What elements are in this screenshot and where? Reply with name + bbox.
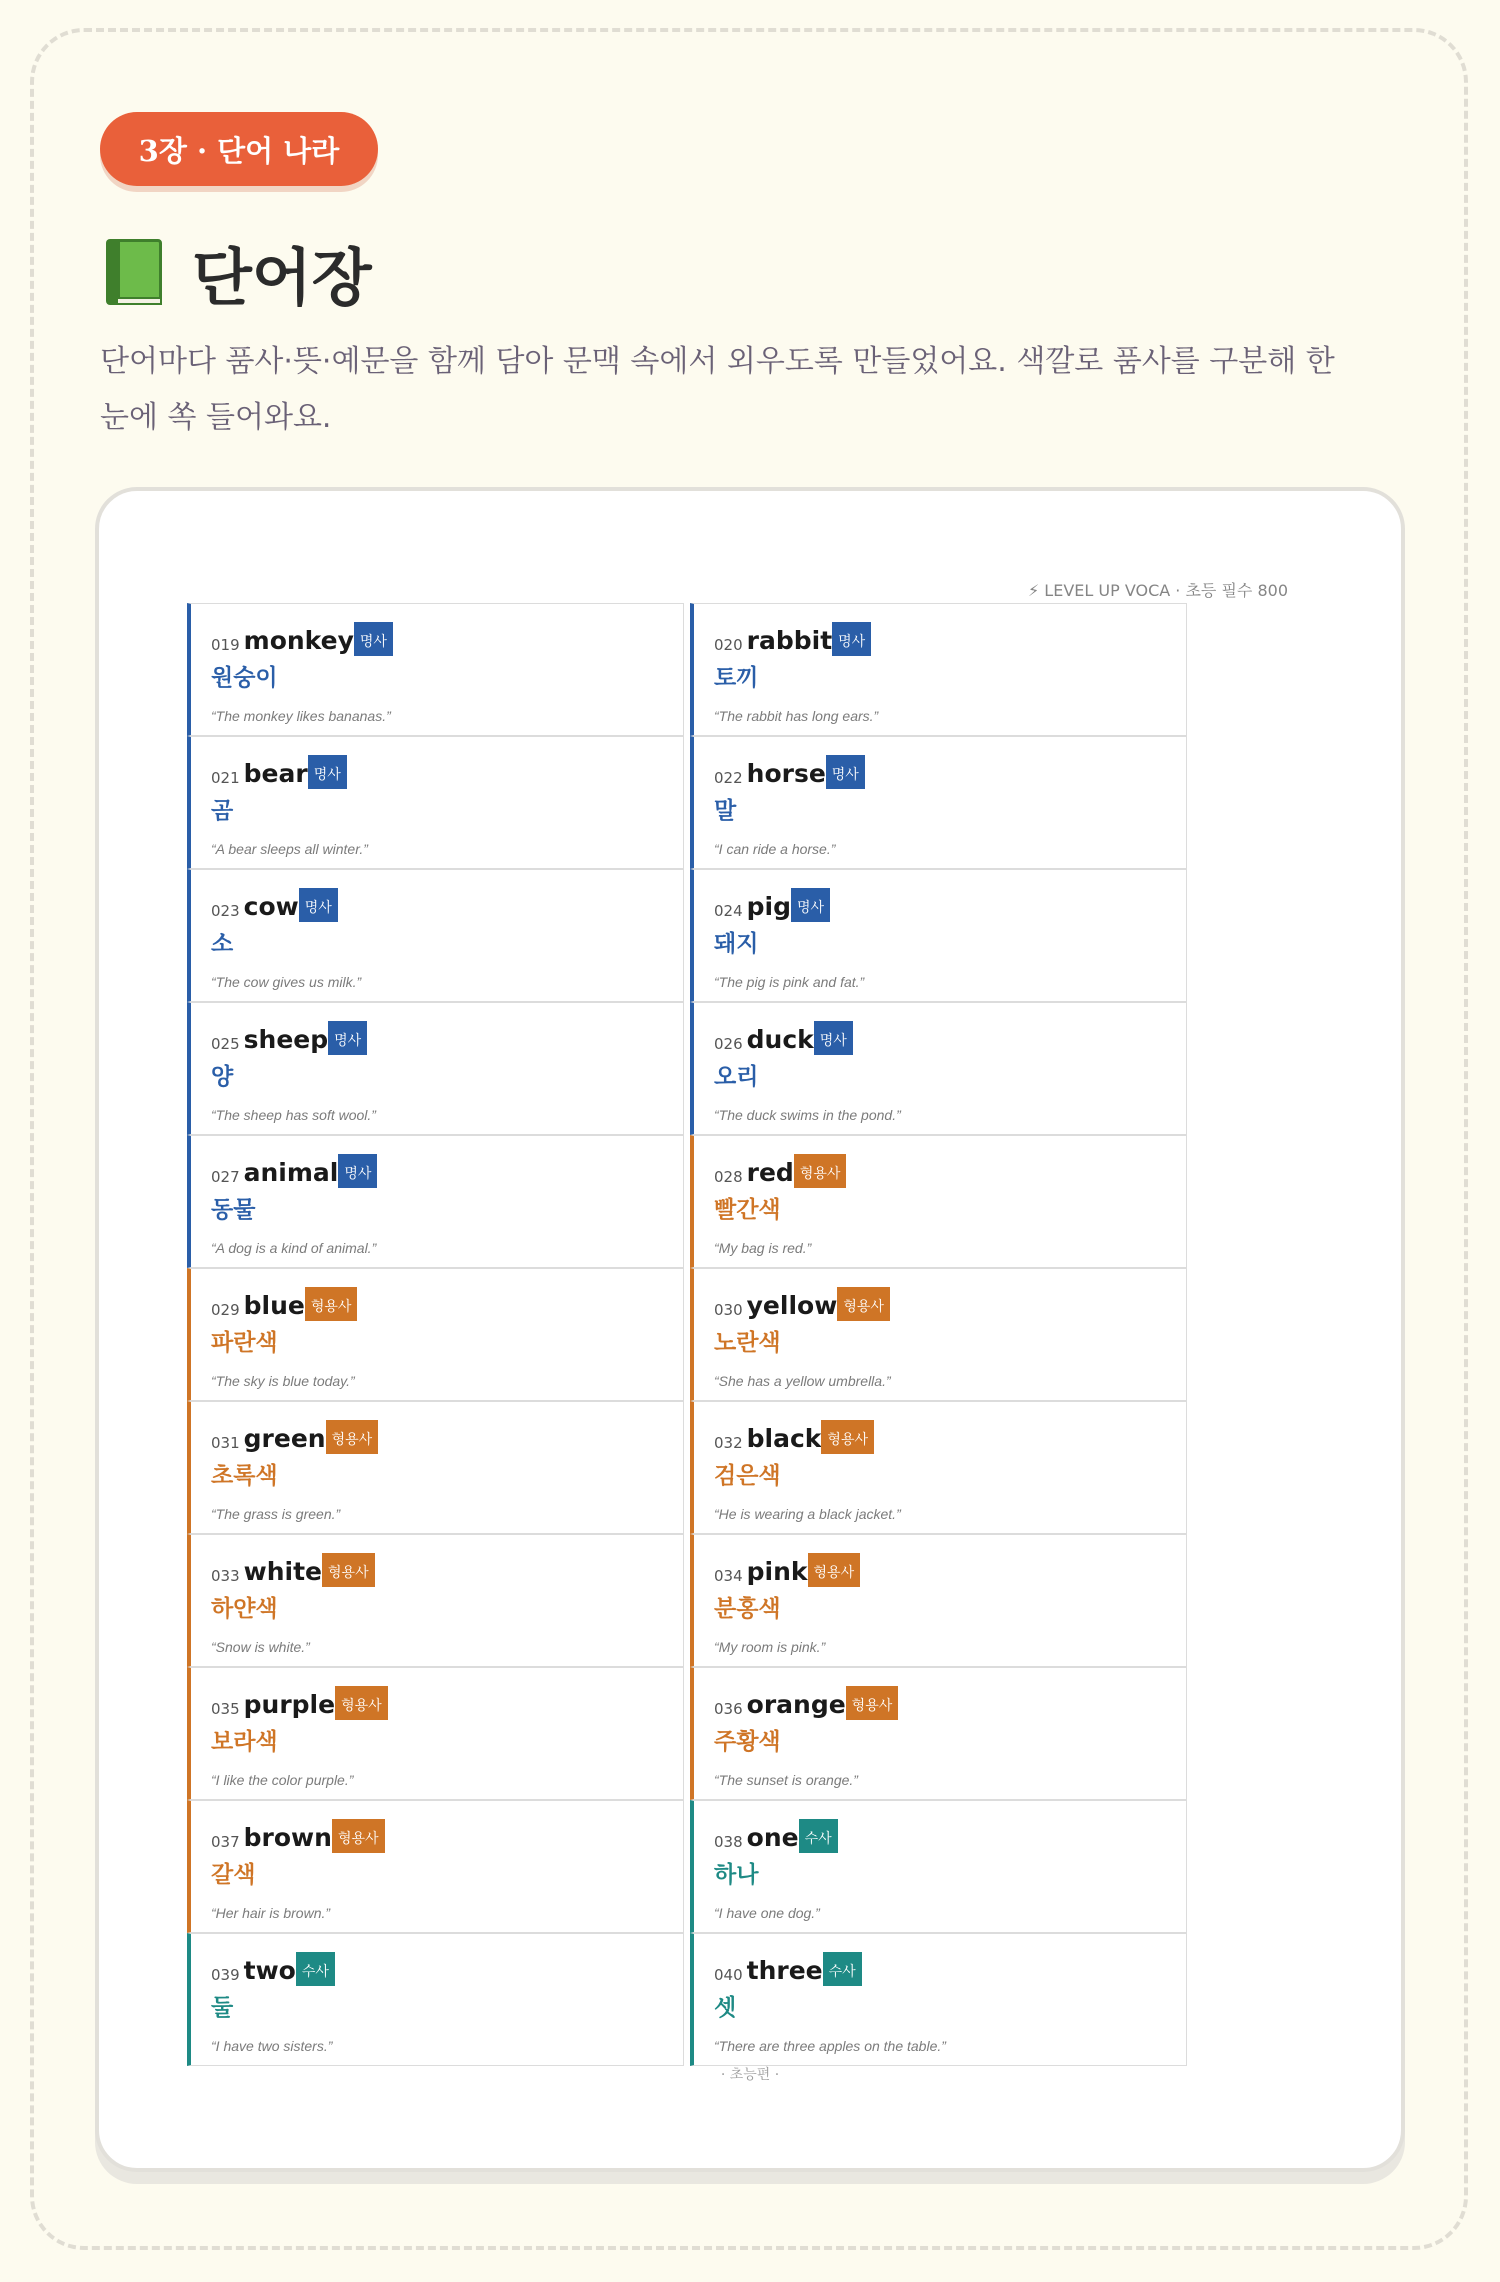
page-description: 단어마다 품사·뜻·예문을 함께 담아 문맥 속에서 외우도록 만들었어요. 색깔로 품사를 구분해 한눈에 쏙 들어와요. [100, 344, 1335, 435]
entry-word: duck [746, 1025, 814, 1054]
vocab-entry [690, 1534, 1187, 1667]
entry-head [714, 755, 1186, 793]
entry-meaning: 보라색 [211, 1729, 278, 1755]
entry-example: “She has a yellow umbrella.” [714, 1373, 891, 1389]
vocab-entry [690, 1401, 1187, 1534]
entry-number: 028 [714, 1168, 743, 1186]
entry-number: 031 [211, 1434, 240, 1452]
entry-meaning: 동물 [211, 1197, 256, 1223]
entry-meaning: 곰 [211, 798, 234, 824]
entry-word: yellow [746, 1291, 838, 1320]
part-of-speech-badge: 명사 [832, 622, 871, 656]
entry-example: “My bag is red.” [714, 1240, 812, 1256]
entry-word: black [746, 1424, 822, 1453]
entry-head [211, 622, 683, 660]
entry-head [211, 1420, 683, 1458]
vocab-entry [187, 736, 684, 869]
entry-word: cow [243, 892, 299, 921]
entry-meaning: 하얀색 [211, 1596, 278, 1622]
entry-head [714, 1021, 1186, 1059]
chapter-badge: 3장 · 단어 나라 [100, 112, 378, 186]
entry-meaning: 검은색 [714, 1463, 781, 1489]
entry-word: brown [243, 1823, 332, 1852]
part-of-speech-badge: 형용사 [821, 1420, 874, 1454]
entry-example: “The grass is green.” [211, 1506, 341, 1522]
entry-meaning: 양 [211, 1064, 234, 1090]
entry-number: 029 [211, 1301, 240, 1319]
entry-example: “My room is pink.” [714, 1639, 826, 1655]
vocab-entry [690, 1800, 1187, 1933]
part-of-speech-badge: 명사 [814, 1021, 853, 1055]
part-of-speech-badge: 형용사 [808, 1553, 861, 1587]
entry-example: “Snow is white.” [211, 1639, 310, 1655]
entry-number: 020 [714, 636, 743, 654]
part-of-speech-badge: 명사 [826, 755, 865, 789]
part-of-speech-badge: 형용사 [332, 1819, 385, 1853]
entry-meaning: 초록색 [211, 1463, 278, 1489]
part-of-speech-badge: 형용사 [322, 1553, 375, 1587]
entry-word: orange [746, 1690, 846, 1719]
entry-number: 037 [211, 1833, 240, 1851]
vocab-entry [187, 1800, 684, 1933]
vocab-entry [690, 603, 1187, 736]
entry-head [211, 1021, 683, 1059]
entry-example: “The sheep has soft wool.” [211, 1107, 376, 1123]
vocab-entry [690, 736, 1187, 869]
part-of-speech-badge: 수사 [799, 1819, 838, 1853]
entry-example: “He is wearing a black jacket.” [714, 1506, 901, 1522]
entry-word: white [243, 1557, 323, 1586]
entry-head [714, 1952, 1186, 1990]
vocab-entry [690, 1268, 1187, 1401]
entry-meaning: 토끼 [714, 665, 759, 691]
entry-head [211, 755, 683, 793]
entry-example: “I can ride a horse.” [714, 841, 836, 857]
entry-example: “Her hair is brown.” [211, 1905, 331, 1921]
entry-head [211, 1553, 683, 1591]
entry-word: green [243, 1424, 326, 1453]
part-of-speech-badge: 형용사 [335, 1686, 388, 1720]
entry-word: monkey [243, 626, 354, 655]
vocabulary-grid [187, 603, 1187, 2066]
entry-head [714, 622, 1186, 660]
entry-number: 021 [211, 769, 240, 787]
entry-meaning: 소 [211, 931, 234, 957]
entry-example: “The sky is blue today.” [211, 1373, 355, 1389]
entry-word: rabbit [746, 626, 833, 655]
entry-meaning: 갈색 [211, 1862, 256, 1888]
page-footer: · 초능편 · [720, 2067, 780, 2083]
entry-meaning: 하나 [714, 1862, 759, 1888]
entry-head [714, 1287, 1186, 1325]
entry-word: blue [243, 1291, 305, 1320]
entry-head [714, 888, 1186, 926]
part-of-speech-badge: 명사 [299, 888, 338, 922]
entry-example: “I like the color purple.” [211, 1772, 354, 1788]
entry-example: “The rabbit has long ears.” [714, 708, 879, 724]
entry-number: 034 [714, 1567, 743, 1585]
entry-number: 022 [714, 769, 743, 787]
part-of-speech-badge: 형용사 [305, 1287, 358, 1321]
entry-meaning: 주황색 [714, 1729, 781, 1755]
vocab-entry [690, 1933, 1187, 2066]
part-of-speech-badge: 명사 [791, 888, 830, 922]
entry-meaning: 오리 [714, 1064, 759, 1090]
title-row [106, 232, 372, 312]
vocab-entry [690, 1667, 1187, 1800]
entry-meaning: 셋 [714, 1995, 737, 2021]
entry-head [211, 1287, 683, 1325]
entry-head [211, 1819, 683, 1857]
entry-head [714, 1819, 1186, 1857]
part-of-speech-badge: 명사 [328, 1021, 367, 1055]
entry-word: three [746, 1956, 823, 1985]
entry-example: “The sunset is orange.” [714, 1772, 858, 1788]
entry-meaning: 둘 [211, 1995, 234, 2021]
entry-word: red [746, 1158, 794, 1187]
entry-number: 027 [211, 1168, 240, 1186]
entry-number: 025 [211, 1035, 240, 1053]
entry-word: horse [746, 759, 826, 788]
entry-word: animal [243, 1158, 339, 1187]
entry-number: 026 [714, 1035, 743, 1053]
entry-example: “The monkey likes bananas.” [211, 708, 391, 724]
vocab-entry [187, 1933, 684, 2066]
part-of-speech-badge: 명사 [354, 622, 393, 656]
part-of-speech-badge: 명사 [338, 1154, 377, 1188]
entry-number: 032 [714, 1434, 743, 1452]
vocab-entry [187, 1534, 684, 1667]
entry-head [211, 888, 683, 926]
green-book-icon [106, 239, 162, 305]
series-label: ⚡ LEVEL UP VOCA · 초등 필수 800 [1027, 581, 1288, 600]
entry-head [714, 1686, 1186, 1724]
entry-number: 035 [211, 1700, 240, 1718]
entry-number: 039 [211, 1966, 240, 1984]
vocab-entry [187, 869, 684, 1002]
entry-meaning: 노란색 [714, 1330, 781, 1356]
entry-head [211, 1154, 683, 1192]
entry-head [714, 1553, 1186, 1591]
part-of-speech-badge: 명사 [308, 755, 347, 789]
entry-meaning: 돼지 [714, 931, 759, 957]
part-of-speech-badge: 형용사 [794, 1154, 847, 1188]
entry-word: purple [243, 1690, 336, 1719]
entry-example: “The cow gives us milk.” [211, 974, 362, 990]
part-of-speech-badge: 수사 [823, 1952, 862, 1986]
vocab-entry [187, 1401, 684, 1534]
entry-meaning: 빨간색 [714, 1197, 781, 1223]
entry-head [714, 1420, 1186, 1458]
entry-number: 040 [714, 1966, 743, 1984]
entry-meaning: 파란색 [211, 1330, 278, 1356]
entry-number: 038 [714, 1833, 743, 1851]
entry-number: 023 [211, 902, 240, 920]
part-of-speech-badge: 형용사 [846, 1686, 899, 1720]
vocab-entry [187, 1135, 684, 1268]
entry-word: one [746, 1823, 799, 1852]
entry-word: two [243, 1956, 296, 1985]
entry-example: “A bear sleeps all winter.” [211, 841, 368, 857]
entry-head [211, 1686, 683, 1724]
entry-example: “I have one dog.” [714, 1905, 820, 1921]
part-of-speech-badge: 수사 [296, 1952, 335, 1986]
entry-example: “A dog is a kind of animal.” [211, 1240, 377, 1256]
vocab-entry [187, 603, 684, 736]
vocab-entry [187, 1667, 684, 1800]
entry-number: 019 [211, 636, 240, 654]
entry-word: pig [746, 892, 792, 921]
entry-meaning: 말 [714, 798, 737, 824]
part-of-speech-badge: 형용사 [837, 1287, 890, 1321]
vocab-entry [690, 1135, 1187, 1268]
vocab-entry [187, 1002, 684, 1135]
vocab-entry [690, 869, 1187, 1002]
entry-meaning: 원숭이 [211, 665, 278, 691]
entry-word: bear [243, 759, 308, 788]
part-of-speech-badge: 형용사 [326, 1420, 379, 1454]
entry-number: 033 [211, 1567, 240, 1585]
vocab-entry [187, 1268, 684, 1401]
entry-head [714, 1154, 1186, 1192]
entry-number: 024 [714, 902, 743, 920]
vocab-entry [690, 1002, 1187, 1135]
entry-example: “The duck swims in the pond.” [714, 1107, 901, 1123]
entry-example: “The pig is pink and fat.” [714, 974, 865, 990]
entry-word: pink [746, 1557, 808, 1586]
entry-example: “I have two sisters.” [211, 2038, 333, 2054]
entry-number: 030 [714, 1301, 743, 1319]
entry-example: “There are three apples on the table.” [714, 2038, 946, 2054]
entry-number: 036 [714, 1700, 743, 1718]
entry-word: sheep [243, 1025, 329, 1054]
entry-head [211, 1952, 683, 1990]
page-title: 단어장 [192, 240, 372, 314]
entry-meaning: 분홍색 [714, 1596, 781, 1622]
